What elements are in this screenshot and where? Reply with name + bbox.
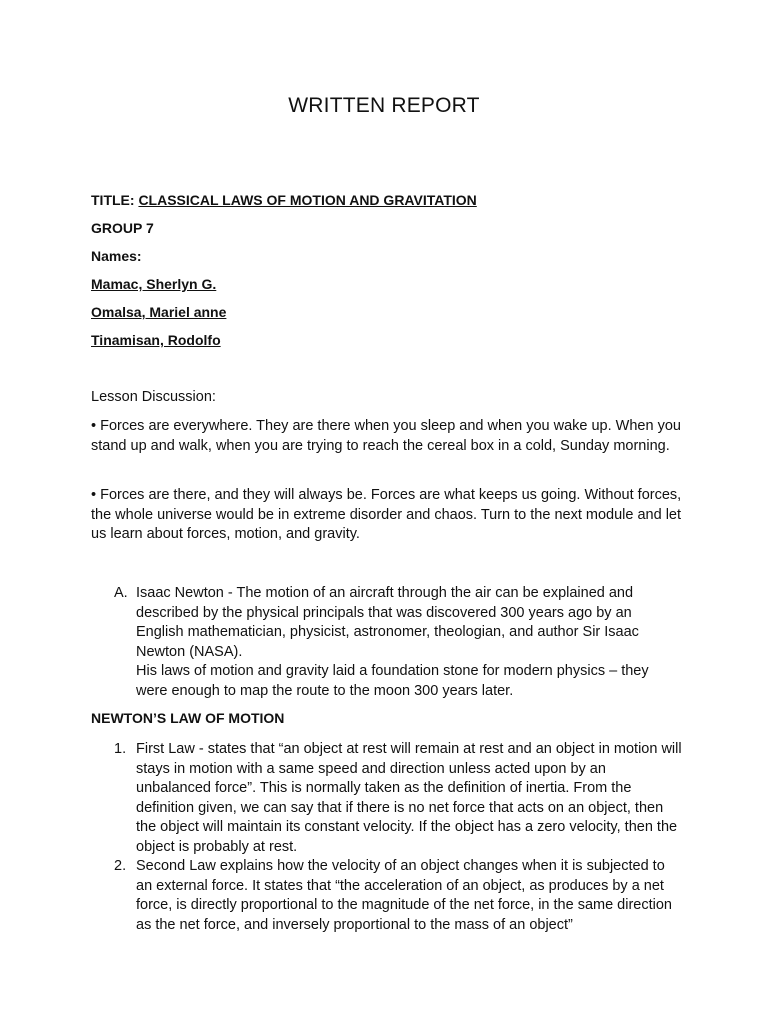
- list-text: Isaac Newton - The motion of an aircraft through the air can be explained and described by the physical principals that was discovered 300 years ago by an English mathematician, physicist, astronomer, theologian, and author Sir Isaac Newton (NASA).: [136, 585, 639, 660]
- list-number: 2.: [114, 858, 127, 874]
- list-item-second-law: [114, 857, 684, 935]
- section-heading: NEWTON’S LAW OF MOTION: [91, 710, 285, 726]
- document-title: WRITTEN REPORT: [288, 94, 480, 117]
- list-text: Second Law explains how the velocity of an object changes when it is subjected to an external force. It states that “the acceleration of an object, as produces by a net force, is directly proportional to the magnitude of the net force, in the same direction as the net force, and inversely proportional to the mass of an object”: [136, 858, 672, 933]
- list-text: First Law - states that “an object at rest will remain at rest and an object in motion will stays in motion with a same speed and direction unless acted upon by an unbalanced force”. This is normally taken as the definition of inertia. From the definition given, we can say that if there is no net force that acts on an object, then the object will maintain its constant velocity. If the object has a zero velocity, then the object is probably at rest.: [136, 741, 682, 855]
- report-title-value: CLASSICAL LAWS OF MOTION AND GRAVITATION: [138, 192, 477, 208]
- member-name: Mamac, Sherlyn G.: [91, 276, 217, 292]
- title-label: TITLE:: [91, 192, 135, 208]
- report-title-line: [91, 191, 711, 219]
- list-text: His laws of motion and gravity laid a foundation stone for modern physics – they were enough to map the route to the moon 300 years later.: [136, 663, 649, 699]
- list-marker: A.: [114, 585, 128, 601]
- list-number: 1.: [114, 741, 127, 757]
- member-name: Omalsa, Mariel anne: [91, 304, 227, 320]
- report-meta: [91, 191, 711, 359]
- group-label: GROUP 7: [91, 220, 154, 236]
- member-name: Tinamisan, Rodolfo: [91, 332, 221, 348]
- lesson-discussion-heading: Lesson Discussion:: [91, 389, 216, 405]
- list-item-isaac-newton: [114, 584, 674, 701]
- bullet-paragraph: • Forces are there, and they will always be. Forces are what keeps us going. Without forces, the whole universe would be in extreme disorder and chaos. Turn to the next module and let us learn about forces, motion, and gravity.: [91, 487, 682, 542]
- list-item-first-law: [114, 740, 684, 857]
- bullet-paragraph: • Forces are everywhere. They are there when you sleep and when you wake up. When you stand up and walk, when you are trying to reach the cereal box in a cold, Sunday morning.: [91, 418, 681, 454]
- names-label: Names:: [91, 248, 142, 264]
- laws-list: [114, 740, 684, 935]
